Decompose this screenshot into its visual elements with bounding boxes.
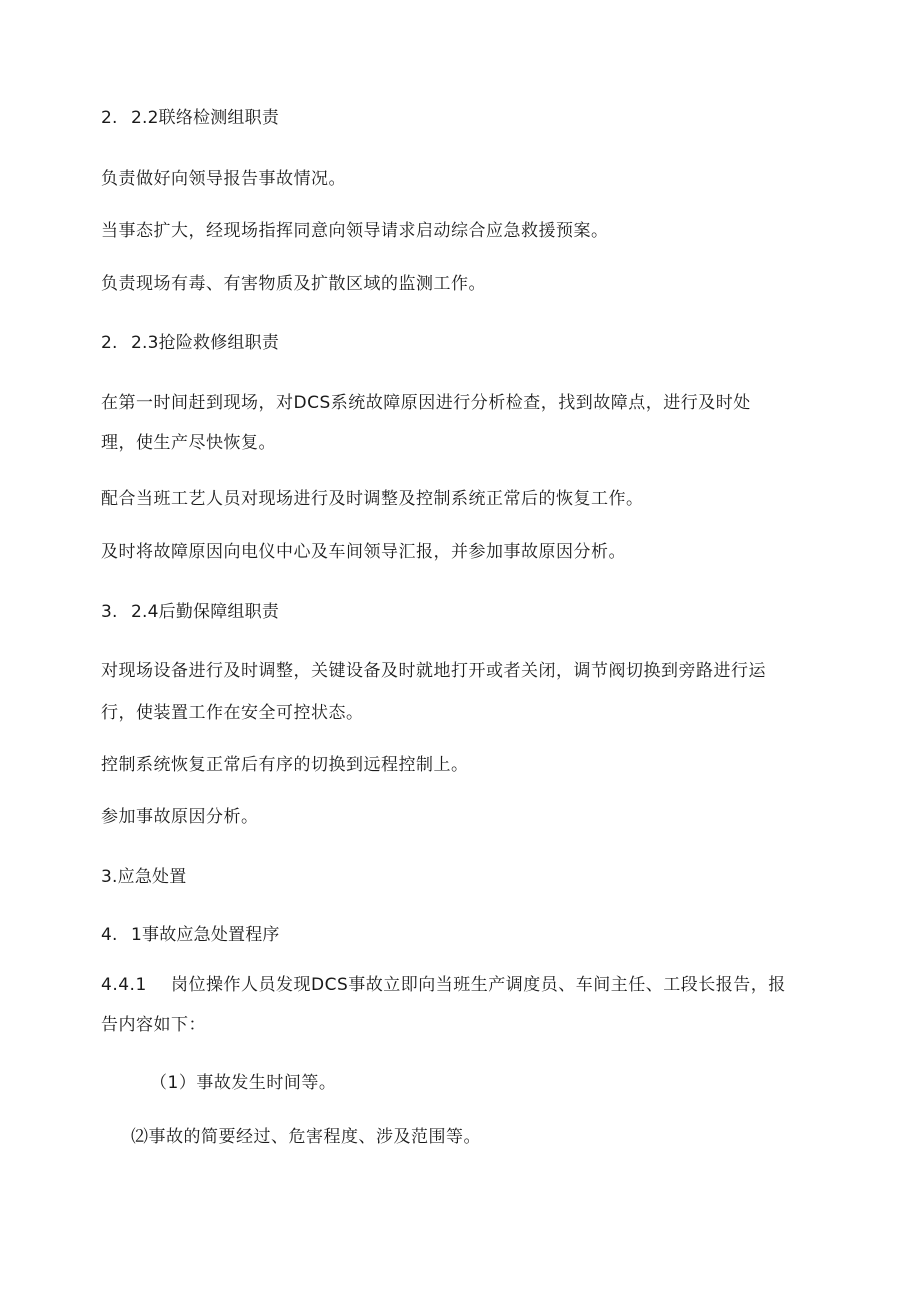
heading-number: 2. [101, 108, 118, 128]
numbered-paragraph-4-4-1 [101, 974, 786, 996]
paragraph: 控制系统恢复正常后有序的切换到远程控制上。 [101, 755, 469, 775]
heading-number: 3. [101, 602, 118, 622]
heading-text: 2.3抢险救修组职责 [131, 333, 280, 353]
paragraph: 参加事故原因分析。 [101, 807, 259, 827]
paragraph-number: 4.4.1 [101, 975, 147, 995]
paragraph: 及时将故障原因向电仪中心及车间领导汇报，并参加事故原因分析。 [101, 542, 626, 562]
paragraph: 在第一时间赶到现场，对DCS系统故障原因进行分析检查，找到故障点，进行及时处 [101, 393, 751, 413]
heading-text: 1事故应急处置程序 [131, 925, 280, 945]
heading-number: 2. [101, 333, 118, 353]
paragraph-continuation: 理，使生产尽快恢复。 [101, 433, 276, 453]
list-item: ⑵事故的简要经过、危害程度、涉及范围等。 [131, 1127, 481, 1147]
paragraph-continuation: 行，使装置工作在安全可控状态。 [101, 703, 364, 723]
list-item: （1）事故发生时间等。 [150, 1073, 337, 1093]
paragraph-continuation: 告内容如下： [101, 1015, 206, 1035]
section-heading-4-1 [101, 924, 280, 946]
heading-number: 4. [101, 925, 118, 945]
paragraph-text: 岗位操作人员发现DCS事故立即向当班生产调度员、车间主任、工段长报告，报 [171, 975, 786, 995]
paragraph: 当事态扩大，经现场指挥同意向领导请求启动综合应急救援预案。 [101, 221, 609, 241]
section-heading-3: 3.应急处置 [101, 867, 187, 887]
section-heading-2-2 [101, 107, 279, 129]
paragraph: 负责现场有毒、有害物质及扩散区域的监测工作。 [101, 274, 486, 294]
section-heading-2-3 [101, 332, 279, 354]
paragraph: 负责做好向领导报告事故情况。 [101, 169, 346, 189]
heading-text: 2.2联络检测组职责 [131, 108, 280, 128]
section-heading-2-4 [101, 601, 279, 623]
paragraph: 对现场设备进行及时调整，关键设备及时就地打开或者关闭，调节阀切换到旁路进行运 [101, 661, 766, 681]
heading-text: 2.4后勤保障组职责 [131, 602, 280, 622]
paragraph: 配合当班工艺人员对现场进行及时调整及控制系统正常后的恢复工作。 [101, 489, 644, 509]
